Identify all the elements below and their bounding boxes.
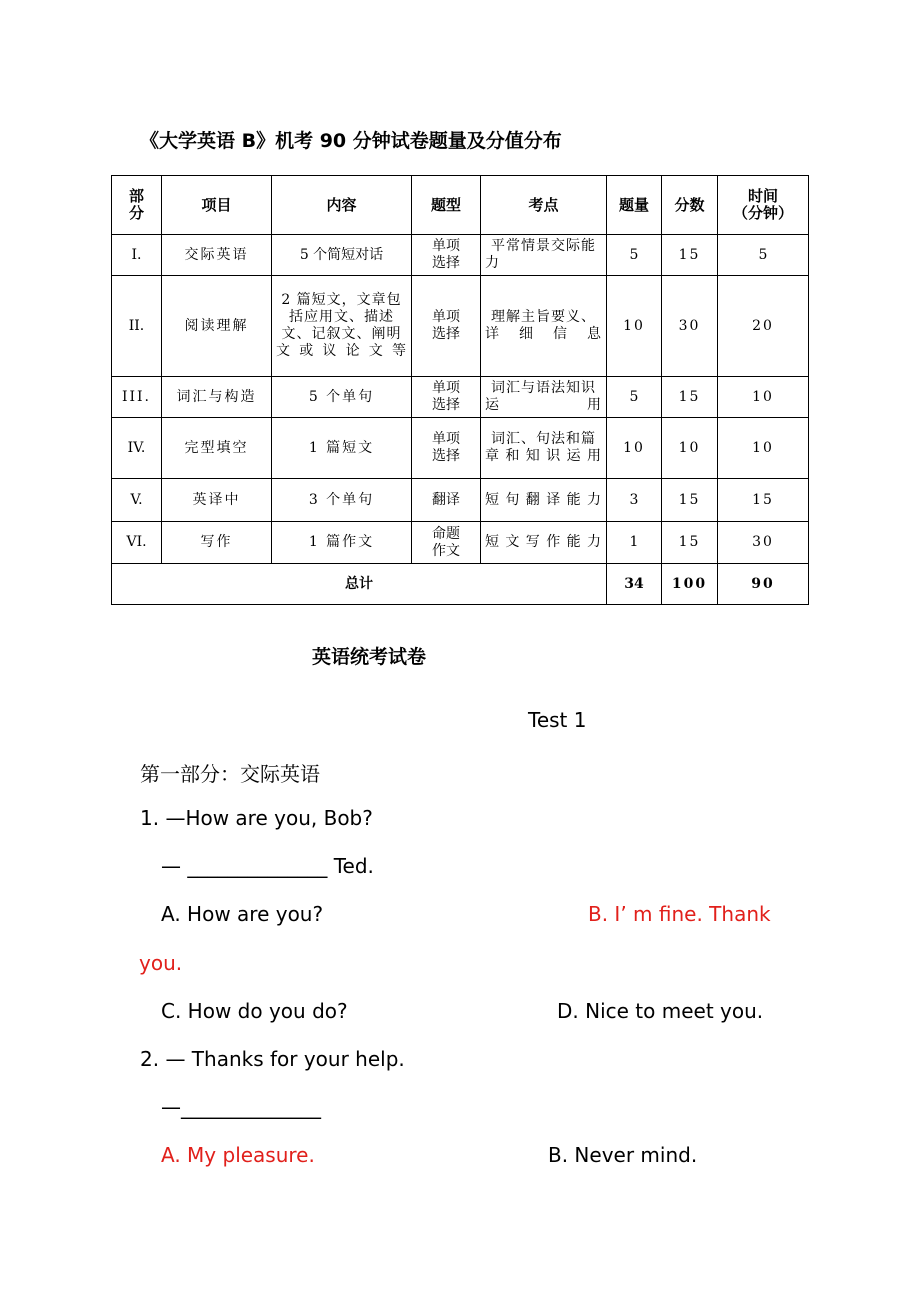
point-cell: 词汇、句法和篇章和知识运用 [481,418,607,479]
content-cell: 5 个简短对话 [272,235,412,276]
count-cell: 5 [607,377,662,418]
question-1-option-d: D. Nice to meet you. [557,999,764,1023]
header-score: 分数 [662,176,718,235]
score-cell: 15 [662,235,718,276]
score-cell: 15 [662,522,718,564]
total-time: 90 [718,564,809,605]
point-cell: 理解主旨要义、详细信息 [481,276,607,377]
part-cell: III. [112,377,162,418]
type-cell: 翻译 [412,479,481,522]
question-1-prompt: 1. —How are you, Bob? [140,806,373,830]
type-cell: 单项 选择 [412,377,481,418]
item-cell: 交际英语 [162,235,272,276]
content-cell: 1 篇作文 [272,522,412,564]
content-cell: 5 个单句 [272,377,412,418]
exam-subtitle: 英语统考试卷 [312,646,427,668]
table-row [112,377,809,418]
time-cell: 5 [718,235,809,276]
question-1-option-b: B. I’ m fine. Thank [588,902,771,926]
total-score: 100 [662,564,718,605]
time-cell: 20 [718,276,809,377]
count-cell: 10 [607,418,662,479]
part-cell: I. [112,235,162,276]
part-cell: II. [112,276,162,377]
question-1-option-b-continued: you. [139,951,183,975]
time-cell: 10 [718,377,809,418]
header-count: 题量 [607,176,662,235]
item-cell: 写作 [162,522,272,564]
question-1-option-a: A. How are you? [161,902,324,926]
question-1-reply: — ______________ Ted. [161,854,374,878]
time-cell: 10 [718,418,809,479]
document-title: 《大学英语 B》机考 90 分钟试卷题量及分值分布 [140,130,562,152]
header-content: 内容 [272,176,412,235]
point-cell: 平常情景交际能力 [481,235,607,276]
header-item: 项目 [162,176,272,235]
score-cell: 15 [662,377,718,418]
point-cell: 词汇与语法知识运用 [481,377,607,418]
point-cell: 短文写作能力 [481,522,607,564]
type-cell: 单项 选择 [412,276,481,377]
count-cell: 10 [607,276,662,377]
part-cell: V. [112,479,162,522]
test-title: Test 1 [528,708,587,732]
score-distribution-table [111,175,809,605]
item-cell: 词汇与构造 [162,377,272,418]
header-type: 题型 [412,176,481,235]
time-cell: 30 [718,522,809,564]
score-cell: 10 [662,418,718,479]
section-heading: 第一部分：交际英语 [140,762,320,786]
table-row [112,479,809,522]
total-count: 34 [607,564,662,605]
score-cell: 15 [662,479,718,522]
table-row [112,522,809,564]
point-cell: 短句翻译能力 [481,479,607,522]
type-cell: 单项 选择 [412,418,481,479]
table-header-row [112,176,809,235]
content-cell: 1 篇短文 [272,418,412,479]
item-cell: 阅读理解 [162,276,272,377]
total-label: 总计 [112,564,607,605]
question-2-prompt: 2. — Thanks for your help. [140,1047,405,1071]
type-cell: 单项 选择 [412,235,481,276]
question-2-option-a: A. My pleasure. [161,1143,315,1167]
part-cell: VI. [112,522,162,564]
header-point: 考点 [481,176,607,235]
content-cell: 2 篇短文，文章包括应用文、描述文、记叙文、阐明文或议论文等 [272,276,412,377]
item-cell: 完型填空 [162,418,272,479]
table-row [112,276,809,377]
question-1-option-c: C. How do you do? [161,999,348,1023]
question-2-option-b: B. Never mind. [548,1143,698,1167]
time-cell: 15 [718,479,809,522]
table-row [112,235,809,276]
table-row [112,418,809,479]
item-cell: 英译中 [162,479,272,522]
part-cell: IV. [112,418,162,479]
count-cell: 3 [607,479,662,522]
header-time: 时间 （分钟） [718,176,809,235]
content-cell: 3 个单句 [272,479,412,522]
table-total-row [112,564,809,605]
score-cell: 30 [662,276,718,377]
header-part: 部 分 [112,176,162,235]
count-cell: 1 [607,522,662,564]
question-2-reply: —______________ [161,1095,321,1119]
count-cell: 5 [607,235,662,276]
type-cell: 命题 作文 [412,522,481,564]
